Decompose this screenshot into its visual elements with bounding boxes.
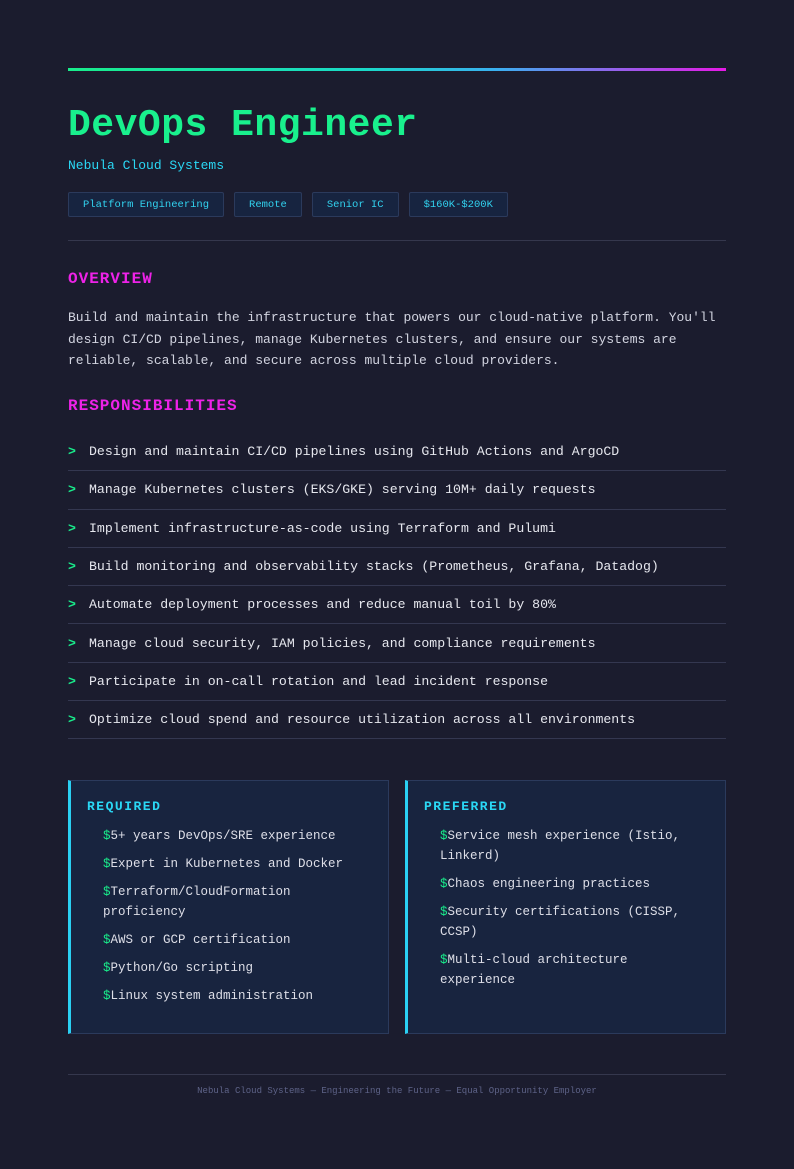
responsibilities-list: [68, 433, 726, 739]
dollar-icon: $: [103, 857, 111, 871]
footer-text: Nebula Cloud Systems — Engineering the Future — Equal Opportunity Employer: [197, 1086, 597, 1096]
tag-salary: $160K-$200K: [409, 192, 508, 217]
list-item-text: Service mesh experience (Istio, Linkerd): [440, 829, 681, 863]
chevron-right-icon: >: [68, 482, 76, 498]
list-item-text: Chaos engineering practices: [447, 877, 651, 891]
dollar-icon: $: [103, 933, 111, 947]
list-item-text: Terraform/CloudFormation proficiency: [103, 885, 291, 919]
responsibilities-heading: RESPONSIBILITIES: [68, 397, 238, 415]
list-item: [440, 874, 709, 894]
tag-location: Remote: [234, 192, 302, 217]
dollar-icon: $: [103, 989, 111, 1003]
chevron-right-icon: >: [68, 635, 76, 651]
list-item-text: Multi-cloud architecture experience: [440, 953, 628, 987]
list-item-text: Python/Go scripting: [110, 961, 254, 975]
list-item-text: Security certifications (CISSP, CCSP): [440, 905, 681, 939]
list-item-text: Participate in on-call rotation and lead incident response: [89, 673, 548, 689]
list-item: [68, 471, 726, 509]
list-item-text: Linux system administration: [110, 989, 314, 1003]
chevron-right-icon: >: [68, 520, 76, 536]
list-item-text: Design and maintain CI/CD pipelines using GitHub Actions and ArgoCD: [89, 444, 620, 460]
dollar-icon: $: [103, 885, 111, 899]
company-name: Nebula Cloud Systems: [68, 158, 225, 173]
list-item: [68, 433, 726, 471]
job-title: DevOps Engineer: [68, 104, 418, 147]
list-item: [440, 950, 709, 990]
list-item: [68, 548, 726, 586]
list-item: [103, 986, 372, 1006]
dollar-icon: $: [440, 905, 448, 919]
preferred-heading: PREFERRED: [424, 799, 508, 814]
chevron-right-icon: >: [68, 712, 76, 728]
divider: [68, 240, 726, 241]
preferred-list: [424, 826, 709, 990]
chevron-right-icon: >: [68, 559, 76, 575]
required-list: [87, 826, 372, 1006]
list-item-text: Optimize cloud spend and resource utilization across all environments: [89, 712, 636, 728]
list-item-text: AWS or GCP certification: [110, 933, 291, 947]
list-item-text: Implement infrastructure-as-code using Terraform and Pulumi: [89, 520, 556, 536]
overview-text: Build and maintain the infrastructure that powers our cloud-native platform. You'll design CI/CD pipelines, manage Kubernetes clusters, and ensure our systems are reliable, scalable, and secure across multiple cloud providers.: [68, 310, 716, 369]
required-skills-card: [68, 780, 389, 1034]
list-item-text: Manage Kubernetes clusters (EKS/GKE) serving 10M+ daily requests: [89, 482, 596, 498]
list-item: [103, 930, 372, 950]
divider: [68, 1074, 726, 1075]
chevron-right-icon: >: [68, 597, 76, 613]
list-item: [68, 586, 726, 624]
list-item: [103, 854, 372, 874]
dollar-icon: $: [103, 961, 111, 975]
list-item: [68, 510, 726, 548]
list-item-text: Expert in Kubernetes and Docker: [110, 857, 344, 871]
list-item: [103, 882, 372, 922]
list-item: [440, 826, 709, 866]
dollar-icon: $: [440, 877, 448, 891]
tag-level: Senior IC: [312, 192, 399, 217]
tag-list: [68, 192, 508, 217]
overview-heading: OVERVIEW: [68, 270, 153, 288]
dollar-icon: $: [440, 829, 448, 843]
list-item-text: Build monitoring and observability stacks (Prometheus, Grafana, Datadog): [89, 559, 659, 575]
list-item: [68, 624, 726, 662]
list-item: [68, 663, 726, 701]
preferred-skills-card: [405, 780, 726, 1034]
chevron-right-icon: >: [68, 673, 76, 689]
list-item-text: 5+ years DevOps/SRE experience: [110, 829, 336, 843]
list-item: [103, 958, 372, 978]
tag-team: Platform Engineering: [68, 192, 224, 217]
chevron-right-icon: >: [68, 444, 76, 460]
list-item-text: Manage cloud security, IAM policies, and compliance requirements: [89, 635, 596, 651]
list-item-text: Automate deployment processes and reduce manual toil by 80%: [89, 597, 556, 613]
gradient-accent-bar: [68, 68, 726, 71]
list-item: [68, 701, 726, 739]
list-item: [103, 826, 372, 846]
dollar-icon: $: [440, 953, 448, 967]
required-heading: REQUIRED: [87, 799, 162, 814]
list-item: [440, 902, 709, 942]
dollar-icon: $: [103, 829, 111, 843]
